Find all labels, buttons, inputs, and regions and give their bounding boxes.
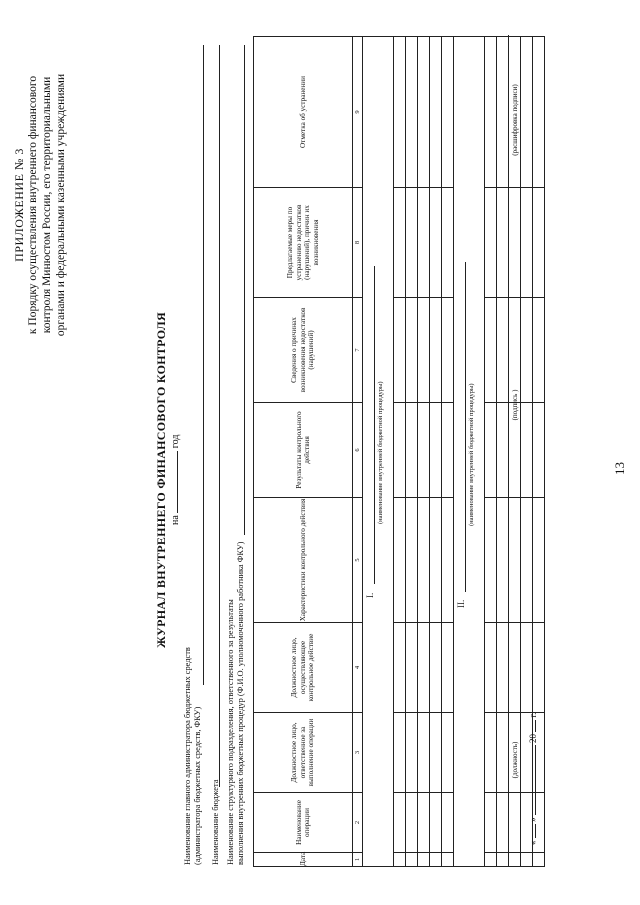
period-blank xyxy=(177,451,178,513)
header-measures: Предлагаемые меры по устранению недостатков (нарушений), причин их возникновения xyxy=(254,188,353,298)
signature-date xyxy=(528,713,538,845)
section-note-2: (наименование внутренней бюджетной процедуры) xyxy=(468,383,475,526)
date-close-quote: » xyxy=(528,817,538,822)
section-row-2 xyxy=(454,37,485,867)
period-row xyxy=(170,435,181,525)
appendix-line-2: контроля Минюстом России, его территориальными xyxy=(41,76,53,334)
appendix-header xyxy=(12,25,68,385)
column-number: 6 xyxy=(353,403,363,498)
column-number: 2 xyxy=(353,793,363,853)
period-year-label: год xyxy=(170,434,181,449)
appendix-line-1: к Порядку осуществления внутреннего финансового xyxy=(27,75,39,335)
column-number: 4 xyxy=(353,623,363,713)
signature-line xyxy=(508,315,509,495)
table-row xyxy=(442,37,454,867)
section-line-1 xyxy=(374,266,375,584)
table-row xyxy=(485,37,497,867)
appendix-title: ПРИЛОЖЕНИЕ № 3 xyxy=(12,148,26,262)
budget-label: Наименование бюджета xyxy=(211,779,220,865)
date-month-blank xyxy=(535,745,536,815)
column-number: 3 xyxy=(353,713,363,793)
unit-label-1: Наименование структурного подразделения, ответственного за результаты xyxy=(226,599,235,865)
section-line-2 xyxy=(465,262,466,592)
header-operation: Наименование операции xyxy=(254,793,353,853)
section-cell-2 xyxy=(454,37,485,867)
section-note-1: (наименование внутренней бюджетной процедуры) xyxy=(377,381,384,524)
column-number: 9 xyxy=(353,37,363,188)
period-na-label: на xyxy=(170,515,181,525)
section-roman-2: II. xyxy=(456,599,466,608)
unit-line xyxy=(244,45,245,535)
column-number: 5 xyxy=(353,498,363,623)
date-open-quote: « xyxy=(528,840,538,845)
position-line xyxy=(508,675,509,845)
date-year: 20 xyxy=(528,734,538,743)
budget-line xyxy=(219,45,220,787)
header-causes: Сведения о причинах возникновения недостатков (нарушений) xyxy=(254,298,353,403)
journal-title: ЖУРНАЛ ВНУТРЕННЕГО ФИНАНСОВОГО КОНТРОЛЯ xyxy=(154,312,168,648)
admin-label-1: Наименование главного администратора бюджетных средств xyxy=(183,647,192,865)
page-number: 13 xyxy=(612,462,627,475)
table-row xyxy=(394,37,406,867)
header-elimination-mark: Отметка об устранении xyxy=(254,37,353,188)
signature-caption: (подпись ) xyxy=(511,389,519,421)
journal-table xyxy=(253,36,545,867)
admin-line xyxy=(203,45,204,685)
table-row xyxy=(406,37,418,867)
section-roman-1: I. xyxy=(365,592,375,598)
unit-label-2: выполнения внутренних бюджетных процедур (Ф.И.О. уполномоченного работника ФКУ) xyxy=(236,541,245,865)
decode-line xyxy=(508,35,509,205)
header-responsible-person: Должностное лицо, ответственное за выполнение операции xyxy=(254,713,353,793)
section-row-1 xyxy=(363,37,394,867)
table-row xyxy=(497,37,509,867)
header-results: Результаты контрольного действия xyxy=(254,403,353,498)
number-row xyxy=(353,37,363,867)
header-date: Дата xyxy=(254,853,353,867)
decode-caption: (расшифровка подписи) xyxy=(511,84,519,156)
position-caption: (должность) xyxy=(511,741,519,779)
section-cell-1 xyxy=(363,37,394,867)
column-number: 1 xyxy=(353,853,363,867)
header-characteristics: Характеристики контрольного действия xyxy=(254,498,353,623)
admin-label-2: (администратора бюджетных средств, ФКУ) xyxy=(193,706,202,865)
header-control-person: Должностное лицо, осуществляющее контрольное действие xyxy=(254,623,353,713)
column-number: 7 xyxy=(353,298,363,403)
column-number: 8 xyxy=(353,188,363,298)
appendix-line-3: органами и федеральными казенными учреждениями xyxy=(55,73,67,337)
date-year-blank xyxy=(535,720,536,732)
date-suffix: г. xyxy=(528,712,538,718)
table-row xyxy=(418,37,430,867)
date-day-blank xyxy=(535,824,536,838)
header-row xyxy=(254,37,353,867)
table-row xyxy=(430,37,442,867)
